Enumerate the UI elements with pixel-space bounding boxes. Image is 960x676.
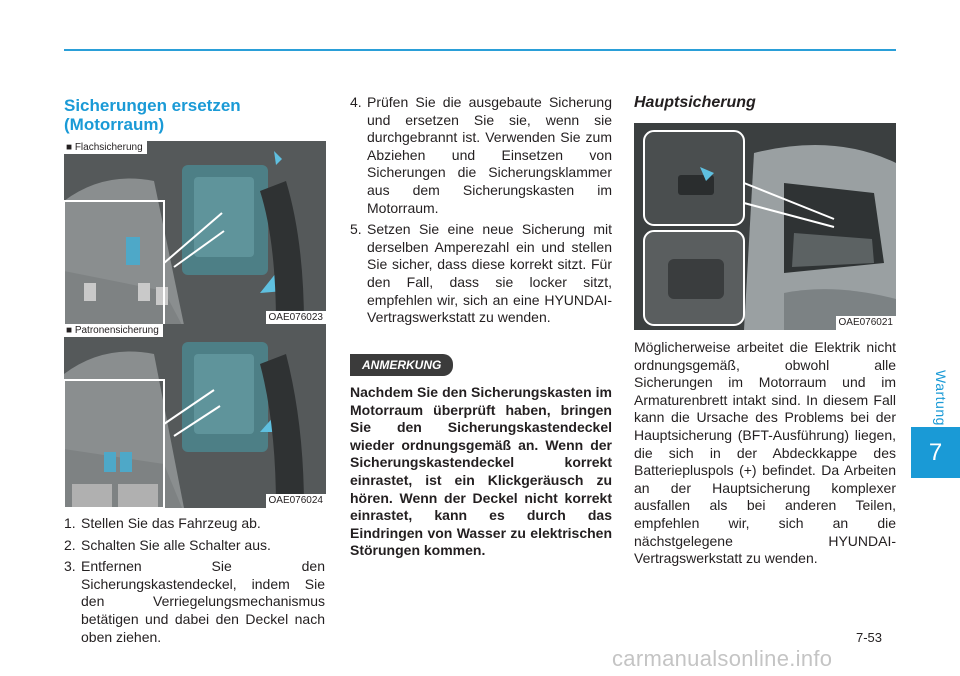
heading-line-2: (Motorraum) [64,115,165,134]
list-number: 5. [350,221,362,238]
section-heading [64,96,329,134]
fuse-highlight [120,452,132,472]
list-item [350,94,612,217]
fuse-block [118,484,158,508]
note-text: Nachdem Sie den Sicherungskasten im Motorraum überprüft haben, bringen Sie den Sicherungskastendeckel wieder ordnungsgemäß an. Wenn der Sicherungskastendeckel korrekt einrastet, ist ein Klickgeräusch zu hören. Wenn der Deckel nicht korrekt einrastet, kann es durch das Eindringen von Wasser zu elektrischen Störungen kommen. [350,384,612,559]
heading-line-1: Sicherungen ersetzen [64,96,241,115]
note-block [350,384,612,560]
page-number: 7-53 [856,630,883,645]
chapter-number-tab[interactable]: 7 [911,427,960,478]
figure-code: OAE076023 [266,311,327,325]
list-text: Setzen Sie eine neue Sicherung mit derselben Amperezahl ein und stellen Sie sicher, dass diese korrekt sitzt. Für den Fall, dass sie locker sitzt, empfehlen wir, sich an eine HYUNDAI-Vertragswerkstatt zu wenden. [367,221,612,326]
fuse-element [156,287,168,305]
main-fuse-paragraph-block [634,339,896,568]
list-text: Schalten Sie alle Schalter aus. [81,536,271,553]
figure-caption: ■ Flachsicherung [64,141,147,154]
chapter-name: Wartung [933,370,949,426]
figure-code: OAE076024 [266,494,327,508]
main-fuse-cap [668,259,724,299]
note-badge: ANMERKUNG [350,354,453,376]
list-number: 2. [64,536,76,553]
list-number: 3. [64,558,76,575]
list-item [64,558,325,646]
fuse-box-top [194,354,254,434]
fuse-element [84,283,96,301]
watermark: carmanualsonline.info [612,646,833,671]
fuse-element [138,283,150,301]
engine-bay-illustration [64,141,326,325]
figure-cartridge-fuse [64,324,326,508]
top-rule [64,49,896,51]
main-fuse-paragraph: Möglicherweise arbeitet die Elektrik nicht ordnungsgemäß, obwohl alle Sicherungen im Motorraum und im Armaturenbrett intakt sind. In diesem Fall kann die Ursache des Problems bei der Hauptsicherung (BFT-Ausführung) liegen, die sich in der Abdeckkappe des Batteriepluspols (+) befindet. Da Arbeiten an der Hauptsicherung komplexer ausfallen als bei anderen Teilen, empfehlen wir, sich an die nächstgelegene HYUNDAI-Vertragswerkstatt zu wenden. [634,339,896,567]
figure-main-fuse [634,123,896,330]
list-number: 1. [64,515,76,531]
fuse-highlight [126,237,140,265]
fuse-highlight [104,452,116,472]
list-number: 4. [350,94,362,110]
steps-list-left [64,515,325,646]
list-text: Entfernen Sie den Sicherungskastendeckel, indem Sie den Verriegelungsmechanismus betätigen und dabei den Deckel nach oben ziehen. [81,558,325,645]
steps-list-middle [350,94,612,327]
list-item [64,515,325,533]
figure-caption: ■ Patronensicherung [64,324,163,337]
car-trunk-illustration [634,123,896,330]
list-text: Stellen Sie das Fahrzeug ab. [81,515,261,531]
main-fuse-heading: Hauptsicherung [634,94,756,111]
list-item [64,537,325,555]
fuse-block [72,484,112,508]
list-item [350,221,612,327]
engine-bay-illustration [64,324,326,508]
list-text: Prüfen Sie die ausgebaute Sicherung und ersetzen Sie sie, wenn sie durchgebrannt ist. Verwenden Sie zum Abziehen und Einsetzen von Sicherungen die Sicherungsklammer aus dem Sicherungskasten im Motorraum. [367,94,612,216]
figure-flat-fuse [64,141,326,325]
figure-code: OAE076021 [836,316,897,330]
